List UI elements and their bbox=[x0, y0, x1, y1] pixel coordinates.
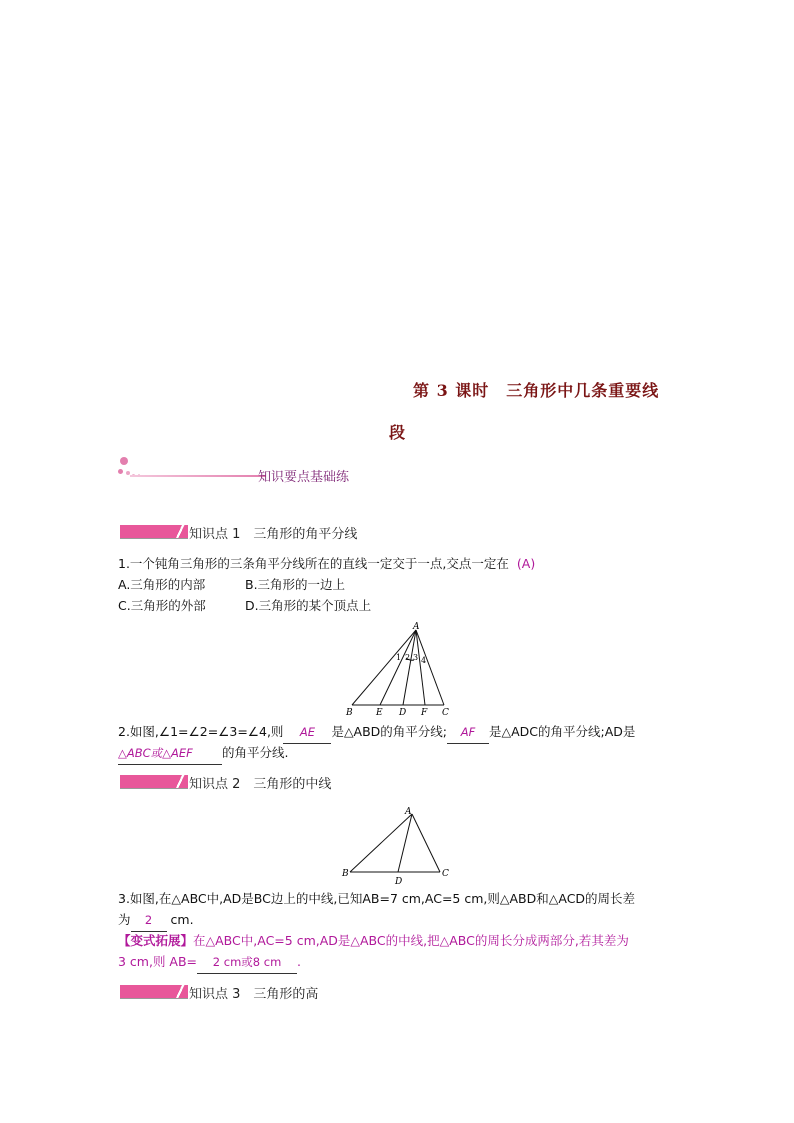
option-a: A.三角形的内部 bbox=[118, 577, 206, 592]
page-title-continued: 段 bbox=[389, 423, 407, 442]
label-c: C bbox=[442, 869, 449, 879]
angle-4: 4 bbox=[421, 656, 427, 665]
section-label: 知识要点基础练 bbox=[258, 470, 350, 485]
extension-text-1: 在△ABC中,AC=5 cm,AD是△ABC的中线,把△ABC的周长分成两部分,若其差为 bbox=[193, 933, 629, 948]
label-f: F bbox=[421, 708, 428, 718]
question-2-text-3: 是△ADC的角平分线;AD是 bbox=[489, 724, 636, 739]
label-a: A bbox=[413, 622, 420, 632]
angle-3: 3 bbox=[413, 653, 419, 662]
label-c: C bbox=[442, 708, 449, 718]
option-b: B.三角形的一边上 bbox=[245, 577, 346, 592]
question-2-line2 bbox=[118, 742, 288, 765]
knowledge-point-2-label: 知识点 2 三角形的中线 bbox=[189, 777, 332, 792]
question-2-text-4: 的角平分线. bbox=[222, 745, 289, 760]
option-d: D.三角形的某个顶点上 bbox=[245, 598, 372, 613]
page-title: 第 3 课时 三角形中几条重要线 bbox=[413, 381, 660, 400]
knowledge-point-3-label: 知识点 3 三角形的高 bbox=[189, 987, 319, 1002]
label-a: A bbox=[405, 807, 412, 817]
option-c: C.三角形的外部 bbox=[118, 598, 206, 613]
extension-line2 bbox=[118, 951, 301, 974]
figure-median bbox=[340, 804, 460, 886]
figure-angle-bisectors bbox=[340, 620, 460, 720]
answer-blank-4: 2 bbox=[131, 910, 167, 932]
knowledge-point-1-label: 知识点 1 三角形的角平分线 bbox=[189, 527, 358, 542]
label-e: E bbox=[376, 708, 383, 718]
angle-1: 1 bbox=[396, 653, 402, 662]
answer-blank-3: △ABC或△AEF bbox=[118, 743, 222, 765]
answer-blank-2: AF bbox=[447, 722, 489, 744]
extension-tag: 【变式拓展】 bbox=[118, 933, 194, 948]
section-header bbox=[118, 457, 378, 487]
question-3-text-2: 为 bbox=[118, 912, 131, 927]
label-d: D bbox=[395, 877, 403, 886]
question-3-text-3: cm. bbox=[170, 912, 194, 927]
knowledge-point-3-header bbox=[118, 983, 518, 1003]
answer-blank-5: 2 cm或8 cm bbox=[197, 952, 297, 974]
extension-line1 bbox=[118, 930, 629, 951]
question-3-line2 bbox=[118, 909, 194, 932]
question-3-line1: 3.如图,在△ABC中,AD是BC边上的中线,已知AB=7 cm,AC=5 cm,则△ABD和△ACD的周长差 bbox=[118, 891, 636, 906]
question-1-answer: (A) bbox=[516, 556, 536, 571]
knowledge-point-2-header bbox=[118, 773, 518, 793]
extension-text-2: 3 cm,则 AB= bbox=[118, 954, 198, 969]
question-1-stem: 1.一个钝角三角形的三条角平分线所在的直线一定交于一点,交点一定在 bbox=[118, 556, 509, 571]
angle-2: 2 bbox=[405, 653, 411, 662]
label-d: D bbox=[399, 708, 407, 718]
question-1 bbox=[118, 553, 535, 574]
extension-text-3: . bbox=[297, 954, 302, 969]
question-2-text-2: 是△ABD的角平分线; bbox=[331, 724, 448, 739]
label-b: B bbox=[342, 869, 349, 879]
question-2-text-1: 2.如图,∠1=∠2=∠3=∠4,则 bbox=[118, 724, 284, 739]
question-2-line1 bbox=[118, 721, 635, 744]
decorative-line bbox=[130, 475, 266, 477]
label-b: B bbox=[346, 708, 353, 718]
answer-blank-1: AE bbox=[283, 722, 331, 744]
knowledge-point-1-header bbox=[118, 523, 518, 543]
